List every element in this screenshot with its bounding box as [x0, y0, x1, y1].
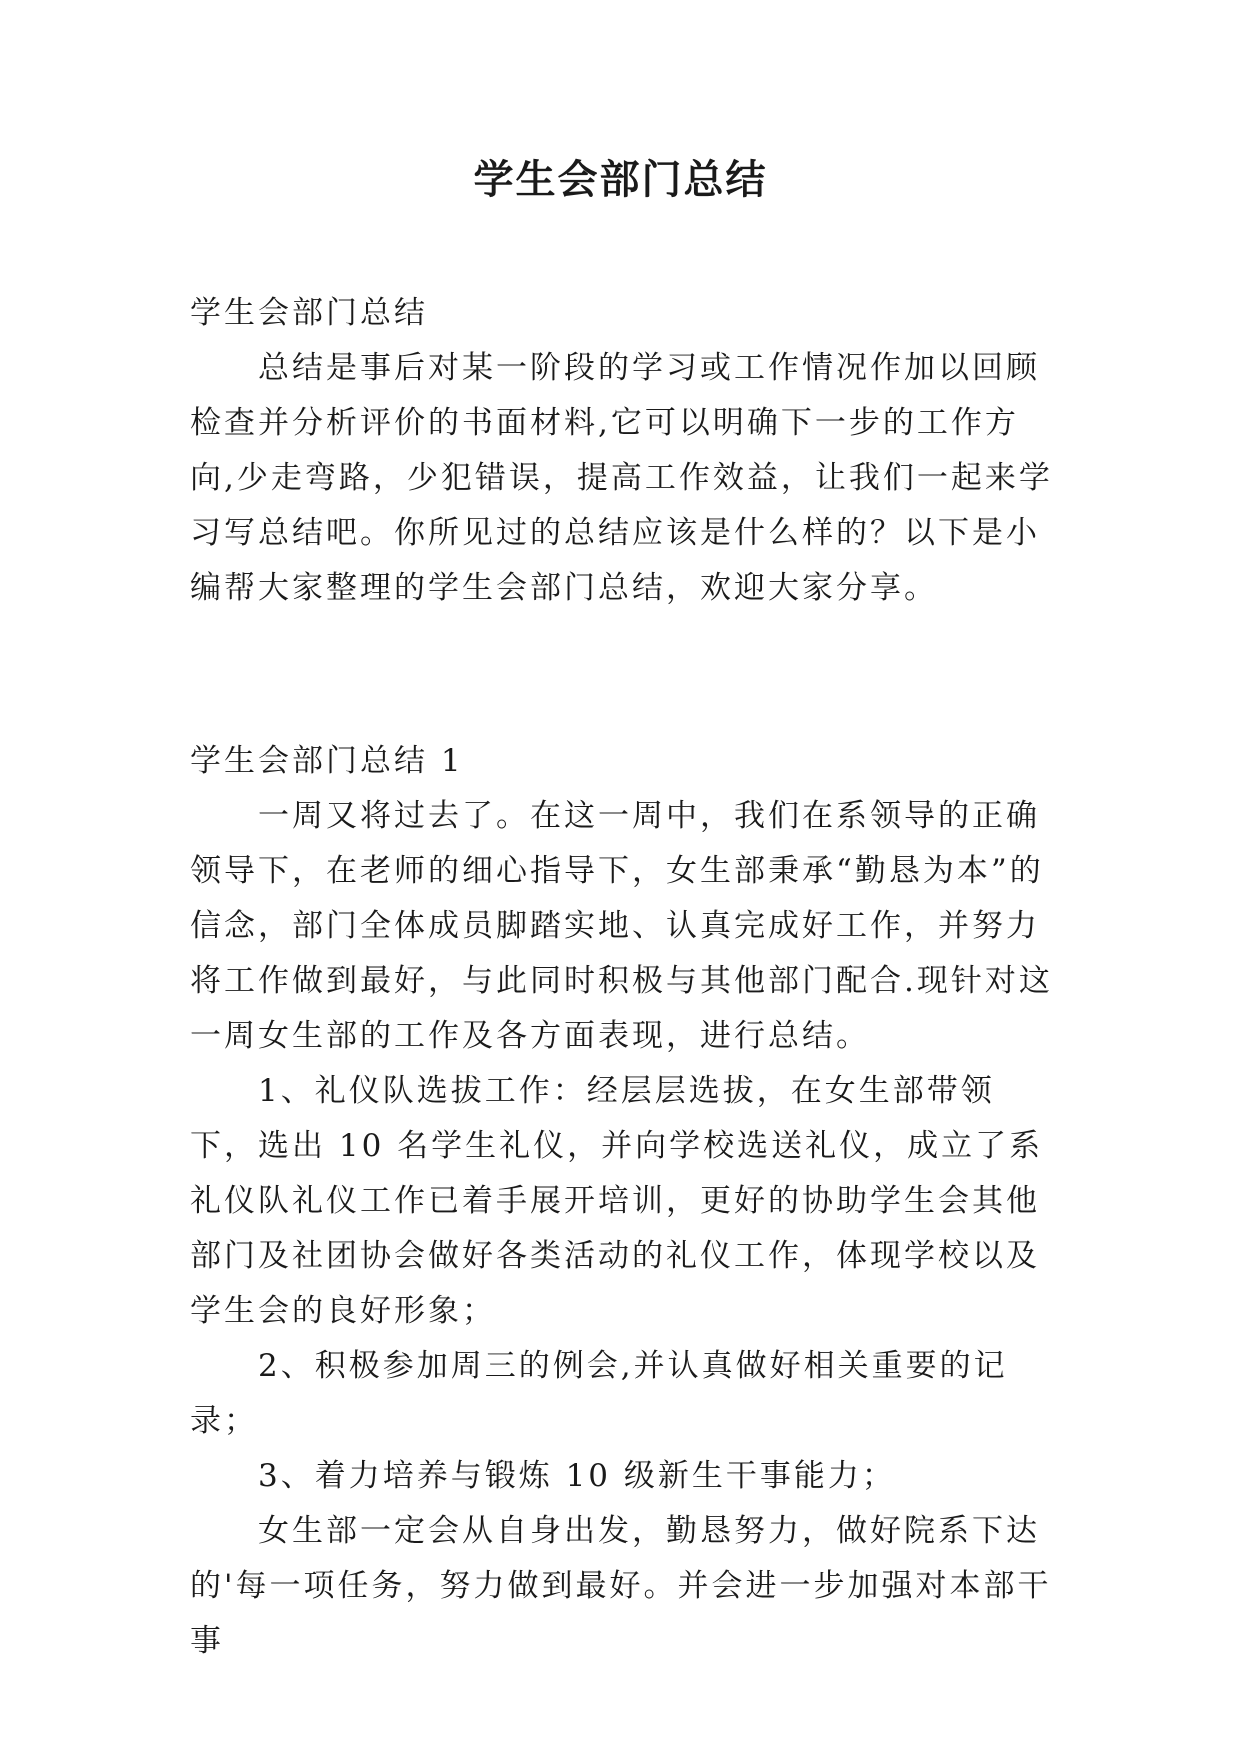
section-heading: 学生会部门总结 1 — [190, 743, 464, 779]
intro-paragraph: 总结是事后对某一阶段的学习或工作情况作加以回顾检查并分析评价的书面材料,它可以明确下一步的工作方向,少走弯路，少犯错误，提高工作效益，让我们一起来学习写总结吧。你所见过的总结应该是什么样的？以下是小编帮大家整理的学生会部门总结，欢迎大家分享。 — [190, 350, 1053, 606]
intro-heading: 学生会部门总结 — [190, 295, 428, 331]
list-item: 1、礼仪队选拔工作：经层层选拔，在女生部带领下，选出 10 名学生礼仪，并向学校选送礼仪，成立了系礼仪队礼仪工作已着手展开培训，更好的协助学生会其他部门及社团协会做好各类活动的礼仪工作，体现学校以及学生会的良好形象； — [190, 1073, 1044, 1329]
section-paragraph: 女生部一定会从自身出发，勤恳努力，做好院系下达的'每一项任务，努力做到最好。并会进一步加强对本部干事 — [190, 1513, 1052, 1659]
list-item: 2、积极参加周三的例会,并认真做好相关重要的记录； — [190, 1348, 1008, 1439]
document-body — [190, 286, 1060, 1669]
section-paragraph: 一周又将过去了。在这一周中，我们在系领导的正确领导下，在老师的细心指导下，女生部秉承“勤恳为本”的信念，部门全体成员脚踏实地、认真完成好工作，并努力将工作做到最好，与此同时积极与其他部门配合.现针对这一周女生部的工作及各方面表现，进行总结。 — [190, 798, 1053, 1054]
section-spacer — [190, 616, 1060, 734]
document-title: 学生会部门总结 — [473, 157, 768, 203]
list-item: 3、着力培养与锻炼 10 级新生干事能力； — [258, 1458, 896, 1494]
